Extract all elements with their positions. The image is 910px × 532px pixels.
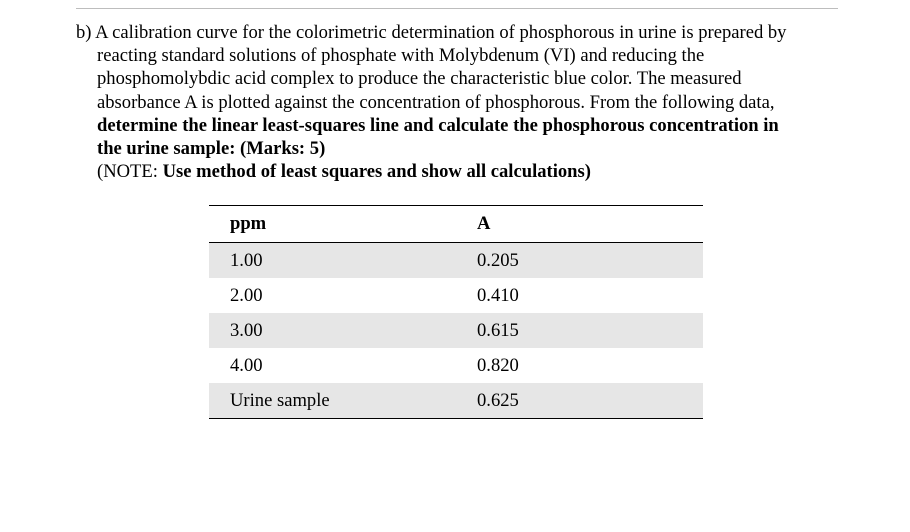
- calibration-data-table: [209, 205, 703, 419]
- question-line-1: b) A calibration curve for the colorimetric determination of phosphorous in urine is prepared by: [76, 22, 787, 43]
- cell-ppm: 4.00: [230, 354, 263, 376]
- cell-absorbance: 0.615: [477, 319, 519, 341]
- question-line-5: determine the linear least-squares line and calculate the phosphorous concentration in: [97, 114, 779, 136]
- question-line-2: reacting standard solutions of phosphate with Molybdenum (VI) and reducing the: [97, 45, 705, 67]
- header-absorbance: A: [477, 213, 491, 234]
- cell-absorbance: 0.410: [477, 284, 519, 306]
- cell-ppm: Urine sample: [230, 389, 330, 411]
- cell-ppm: 2.00: [230, 284, 263, 306]
- cell-ppm: 3.00: [230, 319, 263, 341]
- header-ppm: ppm: [230, 213, 267, 234]
- table-row: [209, 313, 703, 348]
- table-row: [209, 278, 703, 313]
- top-divider: [76, 8, 838, 9]
- question-line-4: absorbance A is plotted against the concentration of phosphorous. From the following data,: [97, 91, 775, 113]
- table-row: [209, 383, 703, 419]
- cell-ppm: 1.00: [230, 249, 263, 271]
- note-instruction: Use method of least squares and show all calculations): [162, 161, 591, 183]
- table-row: [209, 243, 703, 279]
- question-line-3: phosphomolybdic acid complex to produce the characteristic blue color. The measured: [97, 68, 742, 90]
- cell-absorbance: 0.205: [477, 249, 519, 271]
- cell-absorbance: 0.820: [477, 354, 519, 376]
- question-note: [76, 160, 866, 183]
- table-row: [209, 348, 703, 383]
- cell-absorbance: 0.625: [477, 389, 519, 411]
- note-prefix: (NOTE:: [97, 161, 163, 183]
- question-line-6: the urine sample: (Marks: 5): [97, 138, 326, 160]
- question-text: [76, 21, 866, 183]
- table-header-row: [209, 206, 703, 243]
